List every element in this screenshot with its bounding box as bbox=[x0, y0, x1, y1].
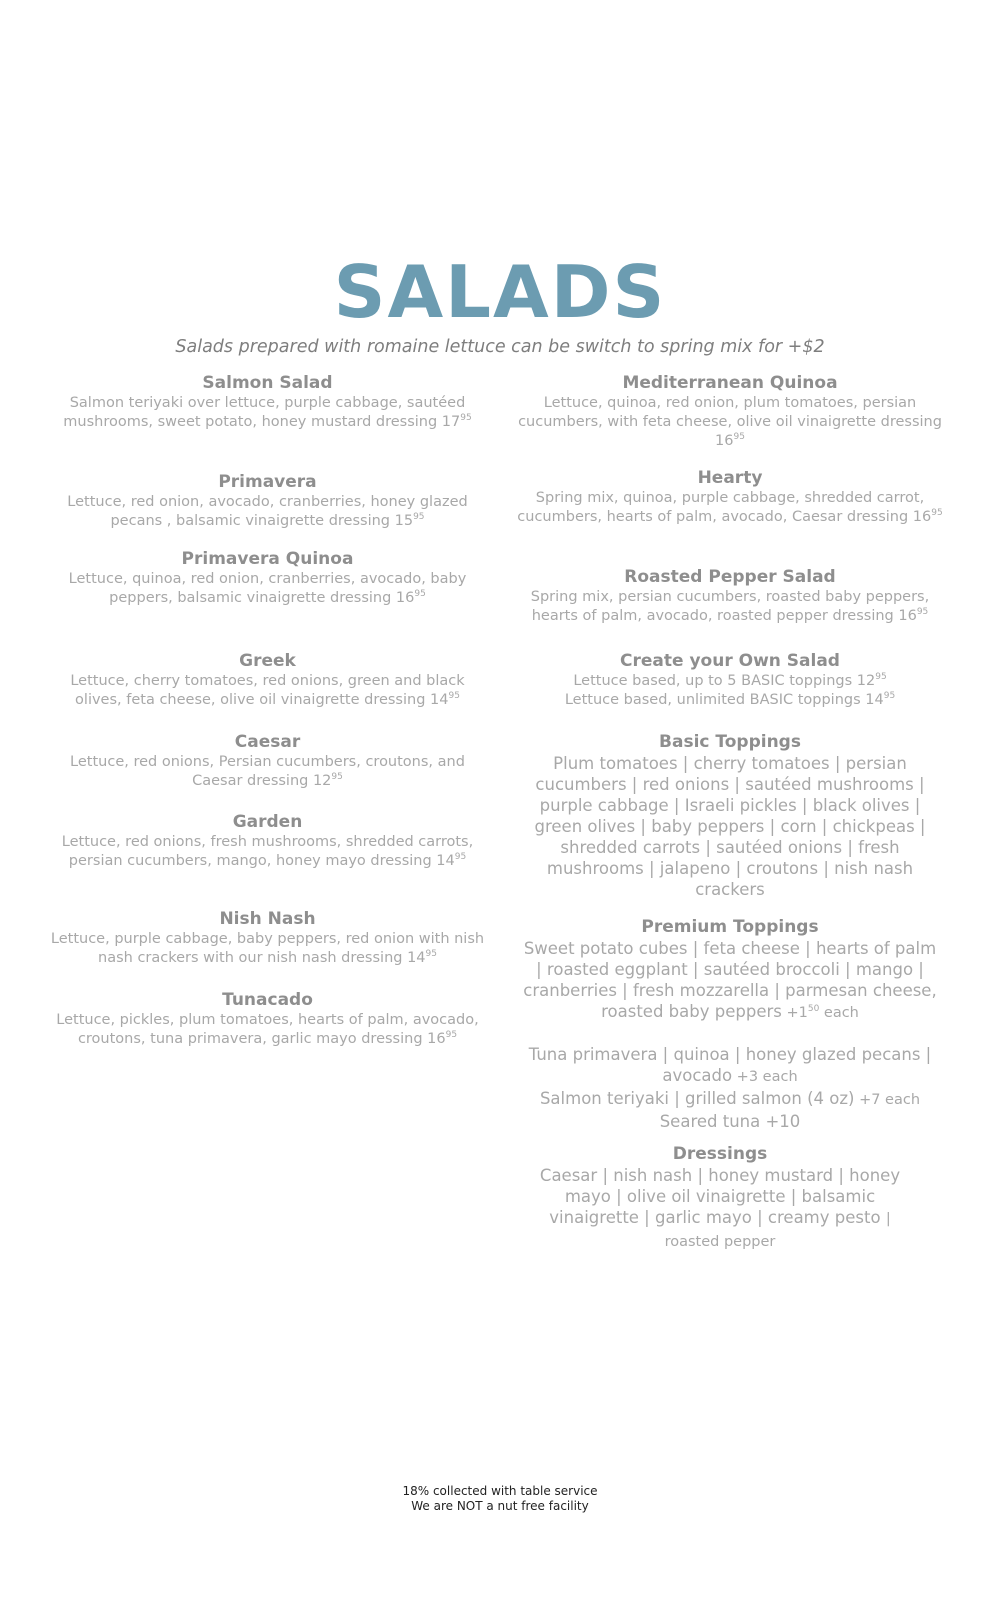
item-description: Spring mix, persian cucumbers, roasted baby peppers, hearts of palm, avocado, roasted pepper dressing $16^{95}$ bbox=[530, 589, 930, 624]
page-title: SALADS bbox=[333, 250, 667, 334]
section-description: Sweet potato cubes | feta cheese | hearts of palm | roasted eggplant | sautéed broccoli | mango | cranberries | fresh mozzarella | parmesan cheese, roasted baby peppers $+1^{50}$ each bbox=[523, 939, 937, 1021]
section-description: Caesar | nish nash | honey mustard | honey mayo | olive oil vinaigrette | balsamic vinaigrette | garlic mayo | creamy pesto | roasted pepper bbox=[539, 1166, 901, 1250]
price-cents: 95 bbox=[883, 691, 896, 702]
menu-item-primavera-quinoa bbox=[50, 548, 485, 608]
item-name: Nish Nash bbox=[219, 909, 316, 929]
price-cents: 95 bbox=[733, 432, 745, 443]
price-cents: 95 bbox=[448, 691, 460, 702]
item-description: Lettuce, cherry tomatoes, red onions, green and black olives, feta cheese, olive oil vinaigrette dressing $14^{95}$ bbox=[70, 673, 465, 708]
menu-item-garden bbox=[50, 811, 485, 871]
item-name: Caesar bbox=[234, 732, 301, 752]
price-cents: 95 bbox=[414, 589, 426, 600]
premium-group-4: Seared tuna +10 bbox=[659, 1112, 801, 1131]
menu-item-mediterranean-quinoa bbox=[515, 372, 945, 451]
footer-nut-notice: We are NOT a nut free facility bbox=[411, 1499, 589, 1513]
menu-section-premium-toppings bbox=[520, 916, 940, 1132]
item-name: Primavera Quinoa bbox=[181, 549, 354, 569]
price-cents: 95 bbox=[445, 1030, 458, 1041]
price-cents: 95 bbox=[931, 508, 943, 519]
item-description: Lettuce, quinoa, red onion, plum tomatoes, persian cucumbers, with feta cheese, olive oil vinaigrette dressing $16^{95}$ bbox=[518, 395, 942, 449]
item-name: Mediterranean Quinoa bbox=[622, 373, 838, 393]
item-name: Greek bbox=[239, 651, 296, 671]
menu-item-caesar bbox=[50, 731, 485, 791]
menu-item-tunacado bbox=[50, 989, 485, 1049]
menu-section-dressings bbox=[520, 1143, 920, 1253]
menu-item-roasted-pepper-salad bbox=[515, 566, 945, 626]
item-description bbox=[515, 672, 945, 710]
footer-notes bbox=[0, 1484, 1000, 1514]
item-description: Lettuce, red onions, Persian cucumbers, croutons, and Caesar dressing $12^{95}$ bbox=[70, 754, 465, 789]
section-name: Premium Toppings bbox=[641, 917, 819, 937]
price-cents: 95 bbox=[454, 852, 467, 863]
menu-item-nish-nash bbox=[50, 908, 485, 968]
price-cents: 95 bbox=[413, 512, 425, 523]
price-cents: 95 bbox=[425, 949, 437, 960]
section-description: Plum tomatoes | cherry tomatoes | persian cucumbers | red onions | sautéed mushrooms | purple cabbage | Israeli pickles | black olives | green olives | baby peppers | corn | chickpeas | shredded carrots | sautéed onions | fresh mushrooms | jalapeno | croutons | nish nash crackers bbox=[534, 754, 926, 899]
price-cents: 50 bbox=[807, 1004, 820, 1015]
item-description: Lettuce, red onions, fresh mushrooms, shredded carrots, persian cucumbers, mango, honey mayo dressing $14^{95}$ bbox=[61, 834, 474, 869]
item-name: Salmon Salad bbox=[202, 373, 333, 393]
menu-section-basic-toppings bbox=[530, 731, 930, 900]
premium-group-3: Salmon teriyaki | grilled salmon (4 oz) +7 each bbox=[539, 1089, 921, 1108]
price-cents: 95 bbox=[331, 772, 343, 783]
item-name: Create your Own Salad bbox=[620, 651, 840, 671]
menu-item-create-your-own bbox=[515, 650, 945, 710]
menu-item-hearty bbox=[515, 467, 945, 527]
page-subtitle: Salads prepared with romaine lettuce can be switch to spring mix for +$2 bbox=[175, 337, 825, 357]
item-description: Salmon teriyaki over lettuce, purple cabbage, sautéed mushrooms, sweet potato, honey mustard dressing $17^{95}$ bbox=[63, 395, 472, 430]
item-name: Hearty bbox=[697, 468, 763, 488]
item-name: Primavera bbox=[218, 472, 317, 492]
item-description: Lettuce, quinoa, red onion, cranberries, avocado, baby peppers, balsamic vinaigrette dressing $16^{95}$ bbox=[68, 571, 467, 606]
price-cents: 95 bbox=[875, 672, 887, 683]
item-description: Lettuce, pickles, plum tomatoes, hearts of palm, avocado, croutons, tuna primavera, garlic mayo dressing $16^{95}$ bbox=[56, 1012, 479, 1047]
price-cents: 95 bbox=[460, 413, 472, 424]
item-name: Roasted Pepper Salad bbox=[624, 567, 836, 587]
section-name: Basic Toppings bbox=[659, 732, 801, 752]
footer-service-charge: 18% collected with table service bbox=[402, 1484, 598, 1498]
section-name: Dressings bbox=[672, 1144, 768, 1164]
item-description: Lettuce, purple cabbage, baby peppers, red onion with nish nash crackers with our nish nash dressing $14^{95}$ bbox=[50, 931, 485, 966]
price-cents: 95 bbox=[916, 607, 929, 618]
menu-item-primavera bbox=[50, 471, 485, 531]
option-line-1: Lettuce based, up to 5 BASIC toppings $12^{95}$ bbox=[573, 672, 887, 689]
option-line-2: Lettuce based, unlimited BASIC toppings $14^{95}$ bbox=[564, 691, 896, 708]
menu-item-salmon-salad bbox=[50, 372, 485, 432]
item-description: Lettuce, red onion, avocado, cranberries, honey glazed pecans , balsamic vinaigrette dressing $15^{95}$ bbox=[67, 494, 468, 529]
item-description: Spring mix, quinoa, purple cabbage, shredded carrot, cucumbers, hearts of palm, avocado, Caesar dressing $16^{95}$ bbox=[517, 490, 943, 525]
menu-item-greek bbox=[50, 650, 485, 710]
premium-group-2: Tuna primavera | quinoa | honey glazed pecans | avocado +3 each bbox=[528, 1045, 932, 1085]
item-name: Tunacado bbox=[222, 990, 313, 1010]
item-name: Garden bbox=[232, 812, 303, 832]
